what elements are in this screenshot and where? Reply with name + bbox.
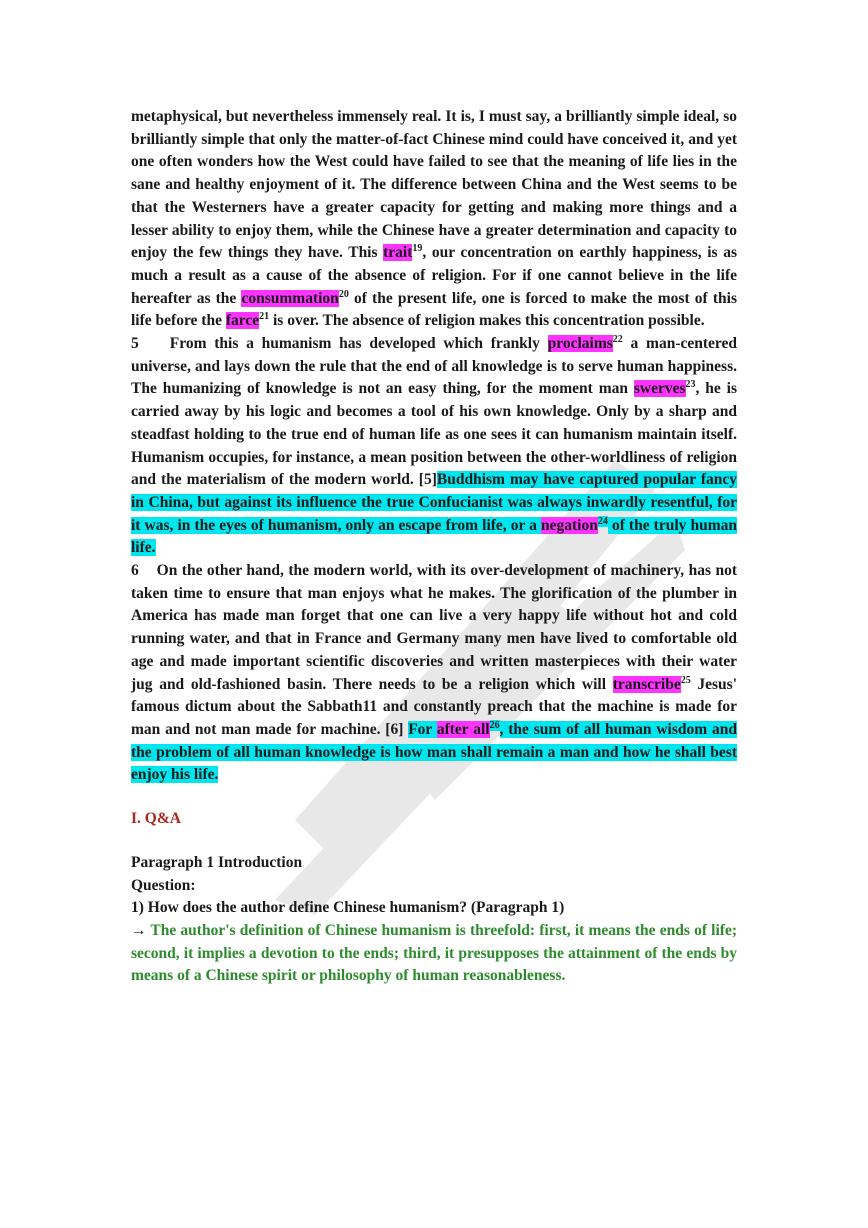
paragraph-continued <box>131 106 737 333</box>
answer-body: The author's definition of Chinese humanism is threefold: first, it means the ends of life; second, it implies a devotion to the ends; third, it presupposes the attainment of the ends by means of a Chinese spirit or philosophy of human reasonableness. <box>131 921 737 985</box>
vocab-highlight-negation: negation <box>541 516 598 534</box>
footnote-ref-26: 26 <box>489 719 500 731</box>
question-text: 1) How does the author define Chinese humanism? (Paragraph 1) <box>131 899 565 917</box>
document-page <box>131 106 737 988</box>
vocab-highlight-after-all: after all <box>436 720 490 738</box>
paragraph-number: 6 <box>131 562 139 580</box>
footnote-ref-20: 20 <box>338 288 349 300</box>
text-run: On the other hand, the modern world, with its over-development of machinery, has not taken time to ensure that man enjoys what he makes. The glorification of the plumber in America has made man forget that one can live a very happy life without hot and cold running water, and that in France and Germany many men have lived to comfortable old age and made important scientific discoveries and written masterpieces with their water jug and old-fashioned basin. There needs to be a religion which will <box>131 562 738 693</box>
sentence-highlight: , the sum of all human wisdom and the problem of all human knowledge is how man shall remain a man and how he shall best enjoy his life. <box>131 720 737 784</box>
text-run: From this a humanism has developed which frankly <box>169 335 548 353</box>
sentence-highlight: For <box>408 720 437 738</box>
vocab-highlight-transcribe: transcribe <box>612 675 681 693</box>
vocab-highlight-trait: trait <box>383 244 413 262</box>
text-run: Jesus' famous dictum about the Sabbath11 and constantly preach that the machine is made for man and not man made for machine. [6] <box>131 675 737 738</box>
text-run: of the present life, one is forced to make the most of this life before the <box>131 289 737 330</box>
text-run: , he is carried away by his logic and becomes a tool of his own knowledge. Only by a sharp and steadfast holding to the true end of human life as one sees it can humanism maintain itself. Humanism occupies, for instance, a mean position between the other-worldliness of religion and the materialism of the modern world. [5] <box>131 380 738 489</box>
text-run: metaphysical, but nevertheless immensely real. It is, I must say, a brilliantly simple ideal, so brilliantly simple that only the matter-of-fact Chinese mind could have conceived it, and yet one often wonders how the West could have failed to see that the meaning of life lies in the sane and healthy enjoyment of it. The difference between China and the West seems to be that the Westerners have a greater capacity for getting and making more things and a lesser ability to enjoy them, while the Chinese have a greater determination and capacity to enjoy the few things they have. This <box>131 108 737 262</box>
footnote-ref-23: 23 <box>685 379 696 391</box>
vocab-highlight-farce: farce <box>225 312 260 330</box>
qa-block <box>131 852 737 988</box>
paragraph-5 <box>131 333 737 560</box>
qa-heading: I. Q&A <box>131 810 181 828</box>
vocab-highlight-consummation: consummation <box>241 289 339 307</box>
paragraph-6 <box>131 560 737 787</box>
text-run: , our concentration on earthly happiness, is as much a result as a cause of the absence of religion. For if one cannot believe in the life hereafter as the <box>131 244 737 307</box>
text-run: a man-centered universe, and lays down the rule that the end of all knowledge is to serve human happiness. The humanizing of knowledge is not an easy thing, for the moment man <box>131 335 738 398</box>
footnote-ref-21: 21 <box>259 311 270 323</box>
sentence-highlight: of the truly human life. <box>131 516 737 557</box>
answer-text <box>131 920 737 988</box>
question-label: Question: <box>131 876 196 894</box>
sentence-highlight: Buddhism may have captured popular fancy in China, but against its influence the true Confucianist was always inwardly resentful, for it was, in the eyes of humanism, only an escape from life, or a <box>131 471 738 534</box>
footnote-ref-19: 19 <box>412 243 423 255</box>
footnote-ref-25: 25 <box>680 674 691 686</box>
paragraph-number: 5 <box>131 335 139 353</box>
vocab-highlight-swerves: swerves <box>633 380 686 398</box>
footnote-ref-24: 24 <box>597 515 608 527</box>
paragraph-label: Paragraph 1 Introduction <box>131 853 303 871</box>
arrow-right-icon: → <box>131 921 147 939</box>
vocab-highlight-proclaims: proclaims <box>547 335 613 353</box>
text-run: is over. The absence of religion makes this concentration possible. <box>269 312 705 330</box>
footnote-ref-22: 22 <box>612 333 623 345</box>
